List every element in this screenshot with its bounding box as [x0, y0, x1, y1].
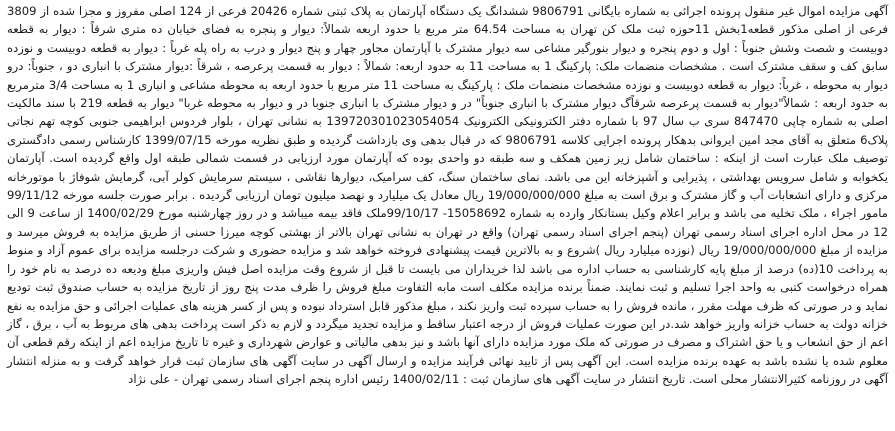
- notice-body-text: آگهی مزایده اموال غیر منقول پرونده اجرائی به شماره بایگانی 9806791 ششدانگ یک دستگاه آپارتمان به پلاک ثبتی شماره 20426 فرعی از 124 اصلی مفروز و مجزا شده از 3809 فرعی از اصلی مذکور قطعه1بخش 11حوزه ثبت ملک کن تهران به مساحت 64.54 متر مربع با حدود اربعه شمالاً: دیوار و پنجره به فضای خیابان ده متری شرقاً : دیوار به قطعه دوبیست و شصت وشش جنوباً : اول و دوم پنجره و دیوار بنورگیر مشاعی سه دیوار مشترک با آپارتمان مجاور چهار و پنج دیوار و درب به راه پله غرباً : دیوار به قطعه دوبیست و نوزده سابق کف و سقف مشترک است . مشخصات منضمات ملک: پارکینگ 1 به مساحت 11 به حدود اربعه: شمالاً : دیوار به قسمت پرعرصه ، شرقاً :دیوار مشترک با انباری دو ، جنوباً: درو دیوار به محوطه ، غرباً: دیوار به قطعه دوبیست و نوزده مشخصات منضمات ملک : پارکینگ به مساحت 11 متر مربع با حدود اربعه به محوطه مشاعی و انباری 1 به مساحت 3/4 مترمربع به حدود اربعه : شمالاً"دیوار به قسمت پرعرصه شرقاًگ دیوار مشترک با انباری جنوباً" در و دیوار مشترک با انباری جنوبا در و دیوار به محوطه غربا" دیوار به قطعه 219 با سند مالکیت اصلی به شماره چاپی 847470 سری ب سال 97 با شماره دفتر الکترونیکی الکترونیک 139720301023054054 به نشانی تهران ، بلوار فردوس ابراهیمی جنوبی کوچه تهم نجاتی پلاک6 متعلق به آقای مجد امین ایروانی بدهکار پرونده اجرایی کلاسه 9806791 که در قبال بدهی وی بازداشت گردیده و طبق نظریه مورخه 1399/07/15 کارشناس رسمی دادگستری توصیف ملک عبارت است از اینکه : ساختمان شامل زیر زمین همکف و سه طبقه دو واحدی بوده که آپارتمان مورد ارزیابی در قسمت شمالی طبقه اول واقع گردیده است. آپارتمان یکخوابه و شامل سرویس بهداشتی ، پذیرایی و آشپزخانه این می باشد. نمای ساختمان سنگ، کف سرامیک، دیوارها نقاشی ، سیستم سرمایش کولر آبی، گرمایش شوفاژ با موتورخانه مرکزی و دارای انشعابات آب و گاز مشترک و برق است به مبلغ 19/000/000/000 ریال معادل یک میلیارد و نهصد میلیون تومان ارزیابی گردیده . برابر صورت جلسه مورخه 99/11/12 مامور اجراء ، ملک تخلیه می باشد و برابر اعلام وکیل بستانکار وارده به شماره 15058692- 99/10/17ملک فاقد بیمه میباشد و در روز چهارشنبه مورخ 1400/02/29 از ساعت 9 الی 12 در محل اداره اجرای اسناد رسمی تهران (پنجم اجرای اسناد رسمی تهران) واقع در تهران به نشانی تهران بالاتر از بهشتی کوچه میرزا حسنی از طریق مزایده به فروش میرسد و مزایده از مبلغ 19/000/000/000 ریال (نوزده میلیارد ریال )شروع و به بالاترین قیمت پیشنهادی فروخته خواهد شد و مزایده حضوری و شرکت درجلسه مزایده برای عموم آزاد و منوط به پرداخت 10(ده) درصد از مبلغ پایه کارشناسی به حساب اداره می باشد لذا خریداران می بایست تا قبل از شروع وقت مزایده اصل فیش واریزی مبلغ ودیعه ده درصد به نام خود را همراه درخواست کتبی به واحد اجرا تسلیم و ثبت نمایند. ضمناً برنده مزایده مکلف است مابه التفاوت مبلغ فروش را ظرف مدت پنج روز از تاریخ مزایده به حساب صندوق ثبت تودیع نماید و در صورتی که ظرف مهلت مقرر ، مانده فروش را به حساب سپرده ثبت واریز نکند ، مبلغ مذکور قابل استرداد نبوده و پس از کسر هزینه های عملیات اجرائی و حق مزایده به نفع خزانه دولت به حساب خزانه واریز خواهد شد.در این صورت عملیات فروش از درجه اعتبار ساقط و مزایده تجدید میگردد و لازم به ذکر است پرداخت بدهی های مربوط به آب ، برق ، گاز اعم از حق انشعاب و یا حق اشتراک و مصرف در صورتی که ملک مورد مزایده دارای آنها باشد و نیز بدهی مالیاتی و عوارض شهرداری و غیره تا تاریخ مزایده اعم از اینکه رقم قطعی آن معلوم شده یا نشده باشد به عهده برنده مزایده است. این آگهی پس از تایید نهائی فرآیند مزایده و ارسال آگهی در سایت آگهی های سازمان ثبت قرار خواهد گرفت و به منزله انتشار آگهی در روزنامه کثیرالانتشار محلی است. تاریخ انتشار در سایت آگهی های سازمان ثبت : 1400/02/11 رئیس اداره پنجم اجرای اسناد رسمی تهران - علی نژاد: [7, 4, 889, 387]
